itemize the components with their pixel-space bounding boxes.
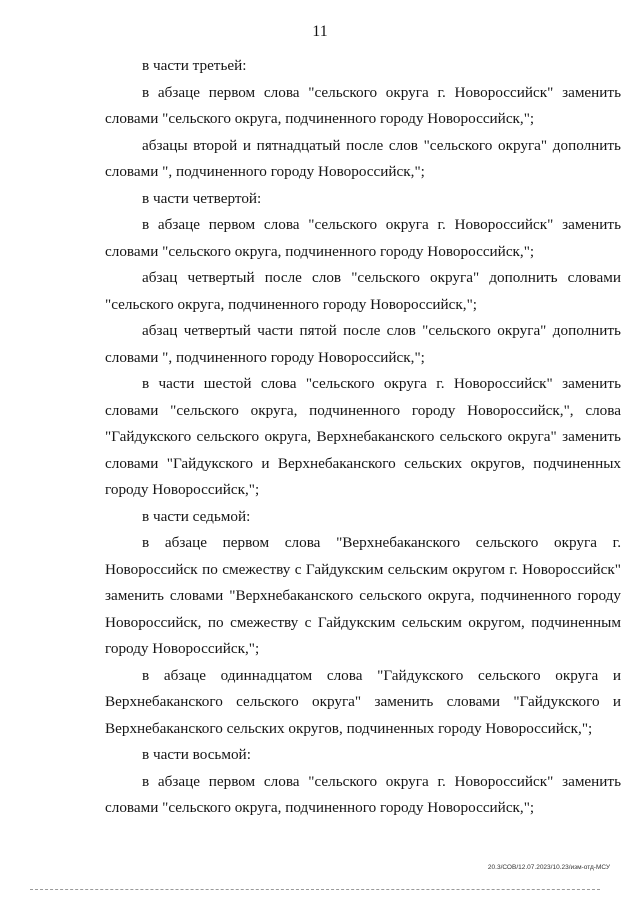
paragraph: в абзаце первом слова "сельского округа г. Новороссийск" заменить словами "сельского округа, подчиненного городу Новороссийск,"; <box>105 83 621 127</box>
paragraph: в абзаце одиннадцатом слова "Гайдукского сельского округа и Верхнебаканского сельского округа" заменить словами "Гайдукского и Верхнебаканского сельских округов, подчиненных городу Новороссийск,"; <box>105 666 621 737</box>
paragraph: в части седьмой: <box>142 507 251 525</box>
paragraph: в абзаце первом слова "сельского округа г. Новороссийск" заменить словами "сельского округа, подчиненного городу Новороссийск,"; <box>105 772 621 816</box>
paragraph: в части третьей: <box>142 57 247 74</box>
document-footer-code: 20.3/СОВ/12.07.2023/10.23/изм-отд-МСУ <box>487 864 610 871</box>
paragraph: в части четвертой: <box>142 189 262 207</box>
scan-edge-line <box>30 889 600 890</box>
paragraph: в абзаце первом слова "сельского округа г. Новороссийск" заменить словами "сельского округа, подчиненного городу Новороссийск,"; <box>105 216 621 260</box>
page-number: 11 <box>312 23 328 40</box>
paragraph: абзац четвертый после слов "сельского округа" дополнить словами "сельского округа, подчиненного городу Новороссийск,"; <box>105 269 621 313</box>
paragraph: абзацы второй и пятнадцатый после слов "сельского округа" дополнить словами ", подчиненного городу Новороссийск,"; <box>105 136 621 180</box>
paragraph: в абзаце первом слова "Верхнебаканского сельского округа г. Новороссийск по смежеству с Гайдукским сельским округом г. Новороссийск" заменить словами "Верхнебаканского сельского округа, подчиненного городу Новороссийск, по смежеству с Гайдукским сельским округом, подчиненным городу Новороссийск,"; <box>105 534 621 657</box>
paragraph: абзац четвертый части пятой после слов "сельского округа" дополнить словами ", подчиненного городу Новороссийск,"; <box>105 322 621 366</box>
paragraph: в части шестой слова "сельского округа г. Новороссийск" заменить словами "сельского округа, подчиненного городу Новороссийск,", слова "Гайдукского сельского округа, Верхнебаканского сельского округа" заменить словами "Гайдукского и Верхнебаканского сельских округов, подчиненных городу Новороссийск,"; <box>105 375 621 498</box>
paragraph: в части восьмой: <box>142 746 251 763</box>
document-body <box>105 53 621 822</box>
